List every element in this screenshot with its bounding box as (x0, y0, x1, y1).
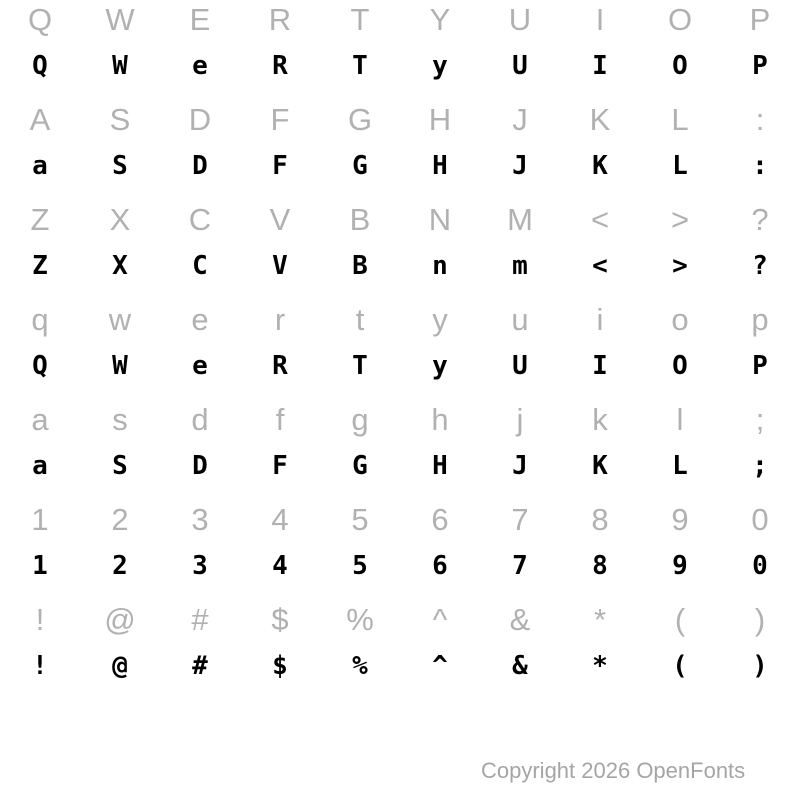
reference-glyph: 0 (751, 502, 769, 537)
reference-glyph: f (275, 402, 285, 437)
font-glyph: Q (32, 351, 48, 381)
reference-glyph: 5 (351, 502, 369, 537)
font-glyph: O (672, 351, 688, 381)
reference-glyph: K (589, 102, 611, 137)
reference-glyph: S (109, 102, 131, 137)
font-glyph: 0 (752, 551, 768, 581)
glyph-row-pair (0, 400, 800, 500)
font-glyph: % (352, 651, 368, 681)
font-glyph: K (592, 451, 608, 481)
font-glyph: B (352, 251, 368, 281)
reference-glyph: ^ (432, 602, 448, 637)
font-glyph: 9 (672, 551, 688, 581)
font-row (0, 140, 800, 192)
reference-glyph: y (432, 302, 448, 337)
font-glyph: & (512, 651, 528, 681)
reference-glyph: $ (271, 602, 289, 637)
font-glyph: S (112, 451, 128, 481)
reference-glyph: % (346, 602, 374, 637)
reference-glyph: j (516, 402, 524, 437)
reference-glyph: H (428, 102, 452, 137)
font-glyph: y (432, 351, 448, 381)
font-glyph: e (192, 351, 208, 381)
reference-glyph: W (105, 2, 135, 37)
font-glyph: G (352, 451, 368, 481)
font-glyph: P (752, 51, 768, 81)
font-glyph: Z (32, 251, 48, 281)
reference-glyph: d (191, 402, 209, 437)
font-glyph: O (672, 51, 688, 81)
reference-glyph: # (191, 602, 209, 637)
reference-glyph: A (29, 102, 51, 137)
font-glyph: C (192, 251, 208, 281)
reference-glyph: 3 (191, 502, 209, 537)
font-row (0, 440, 800, 492)
font-row (0, 340, 800, 392)
reference-glyph: 7 (511, 502, 529, 537)
font-glyph: V (272, 251, 288, 281)
font-glyph: R (272, 51, 288, 81)
reference-glyph: ; (755, 402, 765, 437)
reference-glyph: D (188, 102, 212, 137)
font-glyph: D (192, 451, 208, 481)
reference-glyph: e (191, 302, 209, 337)
font-glyph: : (752, 151, 768, 181)
reference-glyph: : (755, 102, 765, 137)
font-glyph: I (592, 351, 608, 381)
font-glyph: m (512, 251, 528, 281)
font-glyph: @ (112, 651, 128, 681)
font-glyph: L (672, 151, 688, 181)
font-glyph: J (512, 151, 528, 181)
font-glyph: $ (272, 651, 288, 681)
reference-glyph: h (431, 402, 449, 437)
font-glyph: > (672, 251, 688, 281)
font-glyph: ; (752, 451, 768, 481)
font-glyph: U (512, 51, 528, 81)
glyph-row-pair (0, 100, 800, 200)
reference-glyph: C (188, 202, 212, 237)
reference-glyph: P (749, 2, 771, 37)
glyph-row-pair (0, 500, 800, 600)
font-glyph: 6 (432, 551, 448, 581)
font-glyph: X (112, 251, 128, 281)
reference-glyph: s (112, 402, 128, 437)
reference-glyph: 1 (31, 502, 49, 537)
reference-glyph: T (350, 2, 370, 37)
reference-glyph: l (676, 402, 684, 437)
reference-glyph: k (592, 402, 608, 437)
font-glyph: T (352, 51, 368, 81)
font-glyph: 5 (352, 551, 368, 581)
reference-glyph: 4 (271, 502, 289, 537)
reference-glyph: u (511, 302, 529, 337)
font-glyph: 3 (192, 551, 208, 581)
reference-glyph: 9 (671, 502, 689, 537)
font-glyph: D (192, 151, 208, 181)
glyph-row-pair (0, 200, 800, 300)
font-glyph: W (112, 351, 128, 381)
glyph-row-pair (0, 600, 800, 700)
font-glyph: W (112, 51, 128, 81)
reference-glyph: r (274, 302, 286, 337)
reference-glyph: G (347, 102, 373, 137)
font-glyph: G (352, 151, 368, 181)
font-glyph: 4 (272, 551, 288, 581)
reference-row (0, 200, 800, 240)
font-glyph: y (432, 51, 448, 81)
reference-row (0, 0, 800, 40)
font-glyph: * (592, 651, 608, 681)
reference-glyph: Q (27, 2, 53, 37)
font-glyph: S (112, 151, 128, 181)
reference-glyph: V (269, 202, 291, 237)
reference-glyph: o (671, 302, 689, 337)
font-glyph: U (512, 351, 528, 381)
reference-glyph: & (509, 602, 531, 637)
font-row (0, 540, 800, 592)
reference-glyph: J (512, 102, 528, 137)
reference-glyph: w (108, 302, 132, 337)
reference-glyph: I (595, 2, 605, 37)
reference-glyph: p (751, 302, 769, 337)
reference-glyph: > (670, 202, 690, 237)
glyph-row-pair (0, 300, 800, 400)
reference-glyph: ! (35, 602, 45, 637)
font-glyph: L (672, 451, 688, 481)
reference-glyph: M (507, 202, 533, 237)
font-glyph: 1 (32, 551, 48, 581)
font-glyph: ? (752, 251, 768, 281)
reference-glyph: t (355, 302, 365, 337)
copyright-text: Copyright 2026 OpenFonts (481, 758, 746, 783)
reference-glyph: F (270, 102, 290, 137)
font-glyph: a (32, 151, 48, 181)
reference-row (0, 500, 800, 540)
font-glyph: < (592, 251, 608, 281)
reference-glyph: U (508, 2, 532, 37)
font-glyph: Q (32, 51, 48, 81)
font-glyph: R (272, 351, 288, 381)
reference-glyph: E (189, 2, 211, 37)
font-glyph: n (432, 251, 448, 281)
font-row (0, 240, 800, 292)
reference-glyph: R (268, 2, 292, 37)
font-glyph: F (272, 451, 288, 481)
reference-glyph: * (593, 602, 607, 637)
font-row (0, 640, 800, 692)
glyph-row-pair (0, 0, 800, 100)
font-row (0, 40, 800, 92)
reference-glyph: @ (104, 602, 136, 637)
font-glyph: H (432, 451, 448, 481)
reference-glyph: B (349, 202, 371, 237)
font-glyph: ^ (432, 651, 448, 681)
reference-glyph: ) (754, 602, 766, 637)
reference-glyph: q (31, 302, 49, 337)
reference-glyph: 8 (591, 502, 609, 537)
reference-glyph: L (671, 102, 689, 137)
font-glyph: ( (672, 651, 688, 681)
reference-glyph: 6 (431, 502, 449, 537)
font-glyph: # (192, 651, 208, 681)
reference-glyph: 2 (111, 502, 129, 537)
reference-glyph: N (428, 202, 452, 237)
font-glyph: e (192, 51, 208, 81)
font-glyph: P (752, 351, 768, 381)
font-glyph: H (432, 151, 448, 181)
font-glyph: ! (32, 651, 48, 681)
reference-glyph: O (667, 2, 693, 37)
font-glyph: ) (752, 651, 768, 681)
font-glyph: T (352, 351, 368, 381)
font-glyph: 8 (592, 551, 608, 581)
font-glyph: F (272, 151, 288, 181)
font-glyph: K (592, 151, 608, 181)
reference-row (0, 400, 800, 440)
reference-glyph: g (351, 402, 369, 437)
font-glyph: J (512, 451, 528, 481)
font-glyph: 2 (112, 551, 128, 581)
reference-glyph: a (31, 402, 49, 437)
reference-row (0, 600, 800, 640)
reference-glyph: ( (674, 602, 686, 637)
reference-glyph: Y (429, 2, 451, 37)
reference-glyph: ? (751, 202, 769, 237)
reference-glyph: < (590, 202, 610, 237)
reference-row (0, 100, 800, 140)
reference-glyph: i (596, 302, 604, 337)
font-glyph: I (592, 51, 608, 81)
reference-row (0, 300, 800, 340)
reference-glyph: Z (30, 202, 50, 237)
font-glyph: 7 (512, 551, 528, 581)
reference-glyph: X (109, 202, 131, 237)
font-glyph: a (32, 451, 48, 481)
